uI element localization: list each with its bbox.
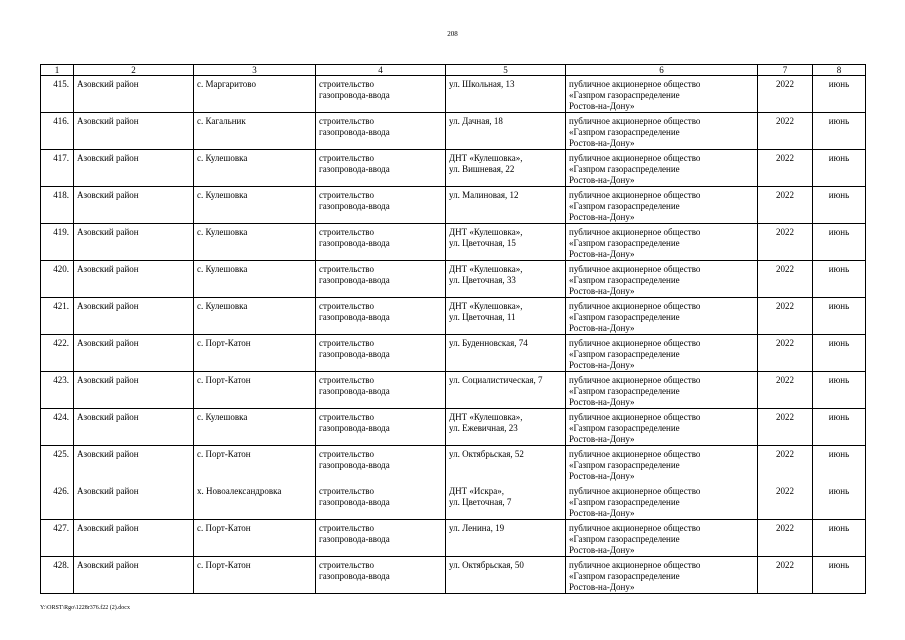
cell-district: Азовский район [74, 446, 194, 483]
cell-month: июнь [813, 150, 866, 187]
cell-line: строительство [319, 412, 374, 422]
cell-year: 2022 [758, 446, 813, 483]
cell-org [566, 446, 758, 483]
cell-num: 423. [41, 372, 74, 409]
cell-line: ул. Цветочная, 33 [449, 275, 516, 285]
cell-line: строительство [319, 560, 374, 570]
cell-org [566, 483, 758, 520]
cell-line: «Газпром газораспределение [569, 423, 680, 433]
cell-month: июнь [813, 335, 866, 372]
cell-line: «Газпром газораспределение [569, 275, 680, 285]
column-header: 6 [566, 65, 758, 76]
cell-num: 421. [41, 298, 74, 335]
column-header: 1 [41, 65, 74, 76]
cell-district: Азовский район [74, 335, 194, 372]
cell-line: газопровода-ввода [319, 496, 390, 507]
cell-line: Ростов-на-Дону» [569, 471, 635, 481]
cell-line: «Газпром газораспределение [569, 349, 680, 359]
column-header: 8 [813, 65, 866, 76]
cell-line: ул. Вишневая, 22 [449, 164, 515, 174]
cell-year: 2022 [758, 298, 813, 335]
cell-line: газопровода-ввода [319, 460, 390, 470]
cell-line: газопровода-ввода [319, 349, 390, 359]
cell-address [446, 224, 566, 261]
cell-line: строительство [319, 264, 374, 274]
cell-num: 419. [41, 224, 74, 261]
cell-district: Азовский район [74, 261, 194, 298]
cell-year: 2022 [758, 483, 813, 520]
cell-line: строительство [319, 523, 374, 533]
cell-work [316, 520, 446, 557]
cell-settlement: с. Порт-Катон [194, 557, 316, 594]
cell-line: ул. Цветочная, 7 [449, 496, 512, 507]
cell-org [566, 76, 758, 113]
cell-line: ул. Школьная, 13 [449, 79, 515, 89]
cell-line: Ростов-на-Дону» [569, 175, 635, 185]
table-row [41, 372, 866, 409]
cell-line: Ростов-на-Дону» [569, 212, 635, 222]
cell-line: публичное акционерное общество [569, 375, 701, 385]
cell-line: газопровода-ввода [319, 275, 390, 285]
column-header: 3 [194, 65, 316, 76]
cell-line: ДНТ «Кулешовка», [449, 227, 523, 237]
cell-num: 424. [41, 409, 74, 446]
cell-line: Ростов-на-Дону» [569, 286, 635, 296]
footer-file-path: Y:\ORST\Rgo\1228r376.f22 (2).docx [40, 605, 130, 611]
table-row [41, 335, 866, 372]
cell-line: публичное акционерное общество [569, 153, 701, 163]
cell-line: строительство [319, 190, 374, 200]
cell-line: ул. Октябрьская, 52 [449, 449, 524, 459]
cell-year: 2022 [758, 76, 813, 113]
cell-address [446, 150, 566, 187]
cell-month: июнь [813, 76, 866, 113]
cell-district: Азовский район [74, 372, 194, 409]
table-row [41, 187, 866, 224]
cell-line: ул. Ежевичная, 23 [449, 423, 518, 433]
cell-line: ул. Буденновская, 74 [449, 338, 528, 348]
cell-line: строительство [319, 485, 374, 496]
cell-district: Азовский район [74, 187, 194, 224]
cell-settlement: с. Кагальник [194, 113, 316, 150]
cell-num: 415. [41, 76, 74, 113]
cell-year: 2022 [758, 261, 813, 298]
table-row [41, 76, 866, 113]
cell-line: газопровода-ввода [319, 90, 390, 100]
cell-month: июнь [813, 261, 866, 298]
cell-line: строительство [319, 227, 374, 237]
cell-line: публичное акционерное общество [569, 301, 701, 311]
cell-line: газопровода-ввода [319, 312, 390, 322]
cell-year: 2022 [758, 150, 813, 187]
cell-month: июнь [813, 298, 866, 335]
cell-district: Азовский район [74, 150, 194, 187]
cell-line: Ростов-на-Дону» [569, 360, 635, 370]
cell-month: июнь [813, 224, 866, 261]
cell-line: ул. Цветочная, 11 [449, 312, 516, 322]
cell-line: публичное акционерное общество [569, 485, 701, 496]
cell-line: «Газпром газораспределение [569, 164, 680, 174]
cell-line: ДНТ «Кулешовка», [449, 153, 523, 163]
cell-line: публичное акционерное общество [569, 190, 701, 200]
cell-work [316, 372, 446, 409]
cell-line: Ростов-на-Дону» [569, 397, 635, 407]
cell-settlement: с. Кулешовка [194, 261, 316, 298]
cell-num: 418. [41, 187, 74, 224]
table-row [41, 261, 866, 298]
cell-month: июнь [813, 409, 866, 446]
cell-line: газопровода-ввода [319, 201, 390, 211]
cell-settlement: с. Порт-Катон [194, 335, 316, 372]
cell-month: июнь [813, 557, 866, 594]
cell-line: Ростов-на-Дону» [569, 582, 635, 592]
cell-settlement: с. Порт-Катон [194, 372, 316, 409]
cell-line: ул. Социалистическая, 7 [449, 375, 543, 385]
cell-year: 2022 [758, 557, 813, 594]
cell-district: Азовский район [74, 520, 194, 557]
cell-num: 427. [41, 520, 74, 557]
page-number: 208 [447, 30, 458, 38]
cell-line: Ростов-на-Дону» [569, 434, 635, 444]
cell-work [316, 187, 446, 224]
cell-line: «Газпром газораспределение [569, 460, 680, 470]
cell-org [566, 113, 758, 150]
cell-line: ул. Октябрьская, 50 [449, 560, 524, 570]
table-body [41, 76, 866, 594]
cell-line: «Газпром газораспределение [569, 496, 680, 507]
works-table [40, 64, 866, 594]
cell-settlement: с. Порт-Катон [194, 520, 316, 557]
cell-work [316, 298, 446, 335]
table-row [41, 483, 866, 520]
cell-line: строительство [319, 79, 374, 89]
cell-line: Ростов-на-Дону» [569, 249, 635, 259]
table-row [41, 557, 866, 594]
cell-district: Азовский район [74, 76, 194, 113]
cell-work [316, 335, 446, 372]
cell-line: газопровода-ввода [319, 386, 390, 396]
cell-address [446, 335, 566, 372]
cell-line: публичное акционерное общество [569, 264, 701, 274]
cell-year: 2022 [758, 224, 813, 261]
cell-settlement: с. Кулешовка [194, 298, 316, 335]
cell-settlement: с. Кулешовка [194, 224, 316, 261]
cell-org [566, 335, 758, 372]
cell-address [446, 557, 566, 594]
cell-org [566, 150, 758, 187]
cell-month: июнь [813, 483, 866, 520]
cell-settlement: с. Маргаритово [194, 76, 316, 113]
cell-address [446, 76, 566, 113]
cell-line: газопровода-ввода [319, 534, 390, 544]
cell-year: 2022 [758, 335, 813, 372]
cell-line: газопровода-ввода [319, 238, 390, 248]
cell-year: 2022 [758, 113, 813, 150]
cell-num: 416. [41, 113, 74, 150]
cell-address [446, 261, 566, 298]
cell-org [566, 372, 758, 409]
cell-org [566, 409, 758, 446]
cell-work [316, 409, 446, 446]
cell-line: «Газпром газораспределение [569, 127, 680, 137]
cell-line: ул. Малиновая, 12 [449, 190, 519, 200]
cell-line: ул. Дачная, 18 [449, 116, 503, 126]
cell-line: газопровода-ввода [319, 423, 390, 433]
cell-line: ул. Цветочная, 15 [449, 238, 516, 248]
cell-month: июнь [813, 372, 866, 409]
cell-line: публичное акционерное общество [569, 116, 701, 126]
cell-district: Азовский район [74, 298, 194, 335]
cell-line: «Газпром газораспределение [569, 90, 680, 100]
table-row [41, 150, 866, 187]
cell-line: ДНТ «Кулешовка», [449, 264, 523, 274]
cell-year: 2022 [758, 187, 813, 224]
cell-district: Азовский район [74, 113, 194, 150]
cell-line: строительство [319, 449, 374, 459]
cell-line: строительство [319, 338, 374, 348]
cell-line: газопровода-ввода [319, 164, 390, 174]
cell-num: 425. [41, 446, 74, 483]
cell-org [566, 520, 758, 557]
cell-work [316, 483, 446, 520]
cell-line: публичное акционерное общество [569, 449, 701, 459]
cell-org [566, 298, 758, 335]
cell-year: 2022 [758, 372, 813, 409]
cell-settlement: с. Кулешовка [194, 187, 316, 224]
cell-line: Ростов-на-Дону» [569, 101, 635, 111]
cell-line: «Газпром газораспределение [569, 571, 680, 581]
cell-line: «Газпром газораспределение [569, 312, 680, 322]
cell-address [446, 372, 566, 409]
cell-line: ДНТ «Искра», [449, 485, 504, 496]
cell-line: ДНТ «Кулешовка», [449, 301, 523, 311]
cell-line: публичное акционерное общество [569, 227, 701, 237]
cell-district: Азовский район [74, 483, 194, 520]
cell-line: публичное акционерное общество [569, 523, 701, 533]
table-row [41, 446, 866, 483]
cell-address [446, 113, 566, 150]
column-header: 2 [74, 65, 194, 76]
cell-num: 420. [41, 261, 74, 298]
cell-month: июнь [813, 113, 866, 150]
table-row [41, 520, 866, 557]
column-header: 7 [758, 65, 813, 76]
cell-line: «Газпром газораспределение [569, 386, 680, 396]
cell-district: Азовский район [74, 557, 194, 594]
cell-settlement: с. Порт-Катон [194, 446, 316, 483]
cell-work [316, 150, 446, 187]
cell-address [446, 446, 566, 483]
cell-settlement: с. Кулешовка [194, 150, 316, 187]
cell-month: июнь [813, 187, 866, 224]
cell-work [316, 557, 446, 594]
cell-work [316, 224, 446, 261]
cell-settlement: х. Новоалександровка [194, 483, 316, 520]
cell-line: строительство [319, 116, 374, 126]
cell-num: 428. [41, 557, 74, 594]
cell-line: Ростов-на-Дону» [569, 507, 635, 518]
cell-num: 422. [41, 335, 74, 372]
table-row [41, 113, 866, 150]
cell-district: Азовский район [74, 409, 194, 446]
cell-month: июнь [813, 520, 866, 557]
cell-year: 2022 [758, 409, 813, 446]
cell-settlement: с. Кулешовка [194, 409, 316, 446]
cell-month: июнь [813, 446, 866, 483]
cell-address [446, 409, 566, 446]
cell-line: Ростов-на-Дону» [569, 545, 635, 555]
cell-line: строительство [319, 301, 374, 311]
cell-org [566, 187, 758, 224]
cell-num: 426. [41, 483, 74, 520]
cell-district: Азовский район [74, 224, 194, 261]
cell-address [446, 187, 566, 224]
cell-line: «Газпром газораспределение [569, 238, 680, 248]
cell-line: ДНТ «Кулешовка», [449, 412, 523, 422]
cell-line: «Газпром газораспределение [569, 201, 680, 211]
cell-line: строительство [319, 375, 374, 385]
cell-address [446, 520, 566, 557]
cell-line: Ростов-на-Дону» [569, 138, 635, 148]
cell-work [316, 261, 446, 298]
cell-line: газопровода-ввода [319, 127, 390, 137]
cell-line: публичное акционерное общество [569, 412, 701, 422]
cell-address [446, 298, 566, 335]
cell-line: строительство [319, 153, 374, 163]
table-header-row [41, 65, 866, 76]
cell-org [566, 261, 758, 298]
cell-year: 2022 [758, 520, 813, 557]
cell-line: публичное акционерное общество [569, 338, 701, 348]
cell-work [316, 446, 446, 483]
cell-line: ул. Ленина, 19 [449, 523, 505, 533]
table-row [41, 298, 866, 335]
cell-line: публичное акционерное общество [569, 79, 701, 89]
cell-work [316, 76, 446, 113]
cell-line: газопровода-ввода [319, 571, 390, 581]
cell-org [566, 557, 758, 594]
table-row [41, 224, 866, 261]
table-row [41, 409, 866, 446]
column-header: 4 [316, 65, 446, 76]
cell-work [316, 113, 446, 150]
cell-line: Ростов-на-Дону» [569, 323, 635, 333]
column-header: 5 [446, 65, 566, 76]
cell-address [446, 483, 566, 520]
cell-line: «Газпром газораспределение [569, 534, 680, 544]
cell-num: 417. [41, 150, 74, 187]
cell-line: публичное акционерное общество [569, 560, 701, 570]
cell-org [566, 224, 758, 261]
